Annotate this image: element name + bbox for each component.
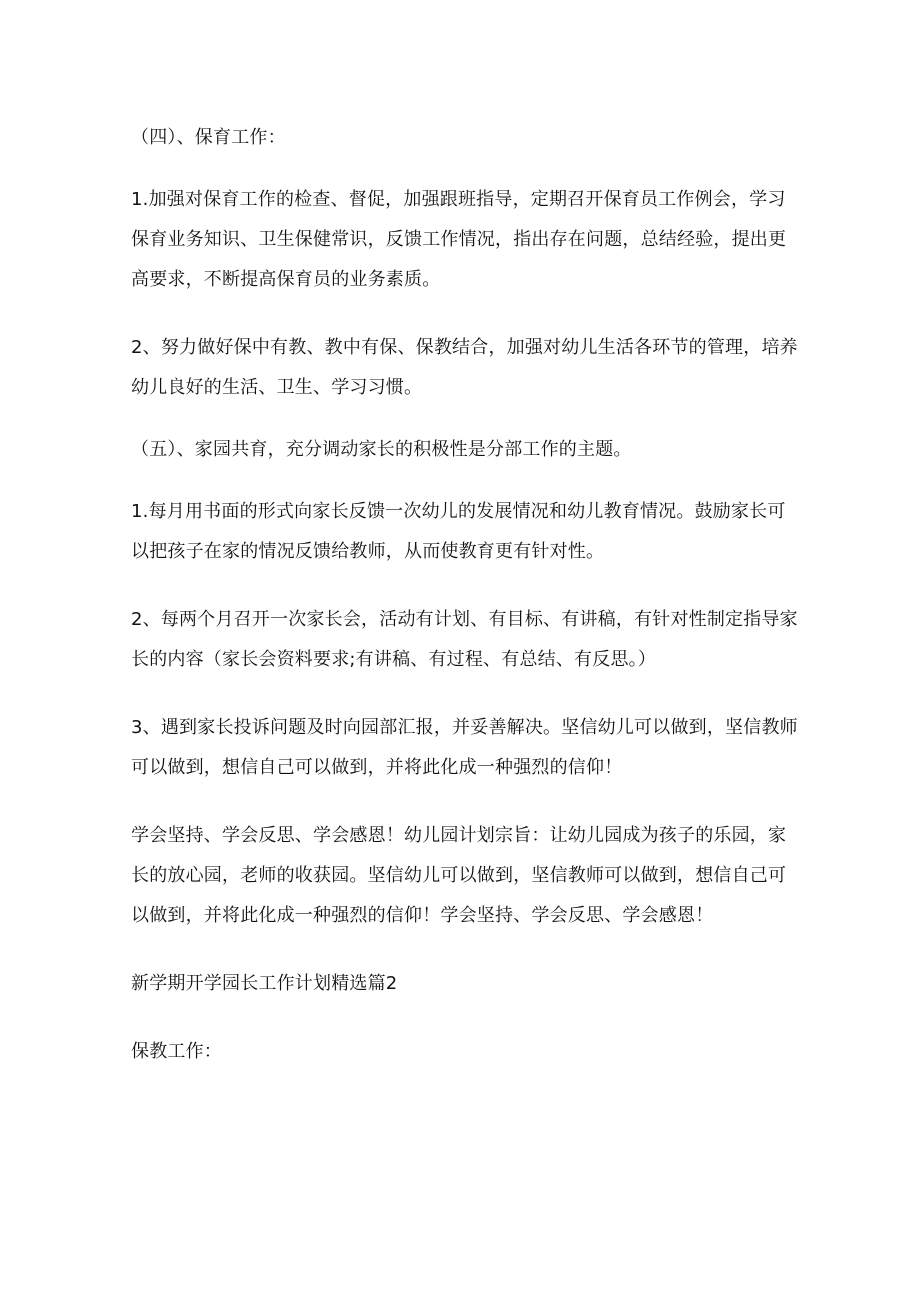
paragraph-2: 2、努力做好保中有教、教中有保、保教结合，加强对幼儿生活各环节的管理，培养幼儿良好的生活、卫生、学习习惯。 [131, 337, 798, 398]
paragraph-3: 1.每月用书面的形式向家长反馈一次幼儿的发展情况和幼儿教育情况。鼓励家长可以把孩子在家的情况反馈给教师，从而使教育更有针对性。 [131, 501, 786, 562]
paragraph-6: 学会坚持、学会反思、学会感恩！幼儿园计划宗旨：让幼儿园成为孩子的乐园，家长的放心园，老师的收获园。坚信幼儿可以做到，坚信教师可以做到，想信自己可以做到，并将此化成一种强烈的信仰！学会坚持、学会反思、学会感恩！ [131, 825, 787, 926]
section-heading-5: （五）、家园共育，充分调动家长的积极性是分部工作的主题。 [131, 439, 632, 460]
section-heading-4: （四）、保育工作： [131, 127, 286, 148]
paragraph-1: 1.加强对保育工作的检查、督促，加强跟班指导，定期召开保育员工作例会，学习保育业务知识、卫生保健常识，反馈工作情况，指出存在问题，总结经验，提出更高要求，不断提高保育员的业务素质。 [131, 189, 787, 290]
paragraph-4: 2、每两个月召开一次家长会，活动有计划、有目标、有讲稿，有针对性制定指导家长的内容（家长会资料要求;有讲稿、有过程、有总结、有反思。） [131, 609, 798, 670]
subsection-heading: 保教工作： [131, 1041, 222, 1062]
document-body [131, 118, 801, 1072]
paragraph-5: 3、遇到家长投诉问题及时向园部汇报，并妥善解决。坚信幼儿可以做到，坚信教师可以做到，想信自己可以做到，并将此化成一种强烈的信仰！ [131, 717, 798, 778]
article-title: 新学期开学园长工作计划精选篇2 [131, 973, 398, 994]
